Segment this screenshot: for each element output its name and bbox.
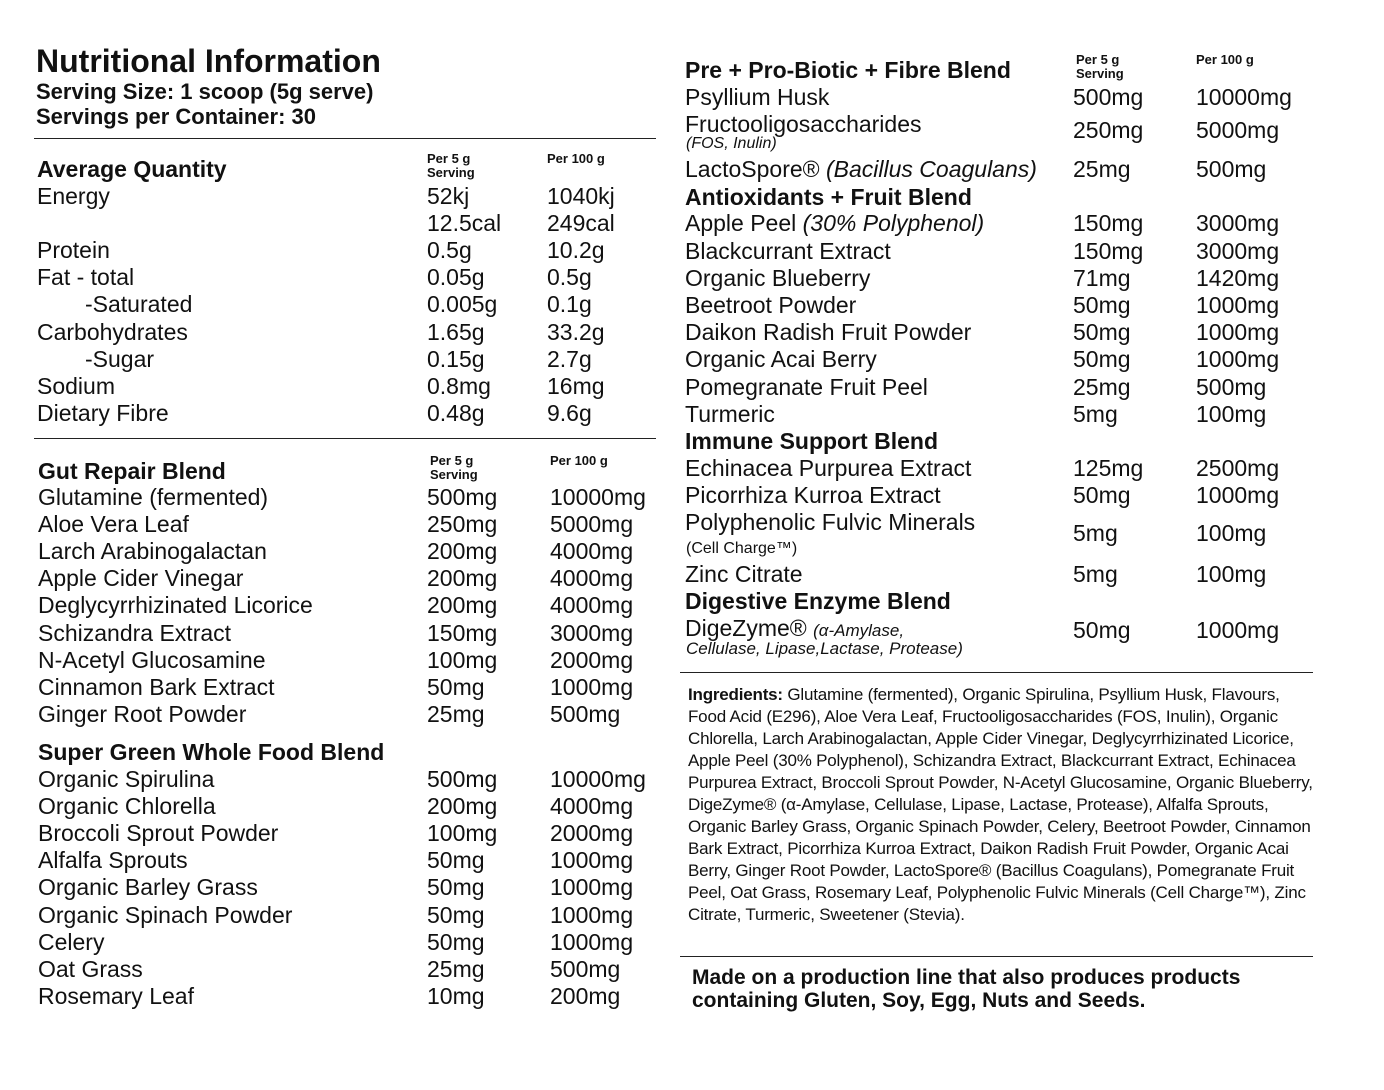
- per-100g-value: 0.1g: [547, 291, 592, 318]
- row-label: Organic Barley Grass: [38, 874, 258, 901]
- per-100g-value: 200mg: [550, 982, 621, 1009]
- servings-per-container: Servings per Container: 30: [36, 104, 316, 129]
- per-serving-value: 25mg: [427, 955, 485, 982]
- row-label: Ginger Root Powder: [38, 700, 247, 727]
- per-100g-value: 9.6g: [547, 399, 592, 426]
- per-100g-value: 2000mg: [550, 646, 634, 673]
- per-serving-value: 500mg: [427, 766, 498, 792]
- row-label: Apple Cider Vinegar: [38, 565, 244, 592]
- col-header-per100: Per 100 g: [1196, 52, 1254, 67]
- per-100g-value: 1000mg: [1196, 319, 1280, 346]
- per-serving-value: 0.48g: [427, 399, 485, 426]
- per-serving-value: 25mg: [1073, 373, 1131, 400]
- per-serving-value: 0.15g: [427, 345, 485, 372]
- per-100g-value: 1000mg: [1196, 482, 1280, 509]
- per-serving-value: 50mg: [1073, 482, 1131, 509]
- page-title: Nutritional Information: [36, 43, 381, 79]
- row-label: Organic Spinach Powder: [38, 901, 293, 928]
- row-label: Protein: [37, 237, 110, 264]
- row-label: Pomegranate Fruit Peel: [685, 373, 928, 400]
- row-label: Carbohydrates: [37, 318, 188, 345]
- per-serving-value: 5mg: [1073, 400, 1118, 427]
- per-serving-value: 100mg: [427, 646, 498, 673]
- per-serving-value: 71mg: [1073, 265, 1131, 292]
- col-header-per100: Per 100 g: [547, 151, 605, 166]
- per-serving-value: 25mg: [427, 700, 485, 727]
- row-label: -Sugar: [85, 345, 155, 372]
- per-100g-value: 500mg: [550, 955, 621, 982]
- row-label: Glutamine (fermented): [38, 484, 269, 510]
- fulvic-note: (Cell Charge™): [686, 540, 798, 557]
- per-100g-value: 100mg: [1196, 400, 1267, 427]
- per-serving-value: 10mg: [427, 982, 485, 1009]
- row-label: Schizandra Extract: [38, 619, 232, 646]
- per-100g-value: 2.7g: [547, 345, 592, 372]
- row-label: Picorrhiza Kurroa Extract: [685, 482, 941, 509]
- fos-note: (FOS, Inulin): [686, 135, 777, 152]
- row-label: Aloe Vera Leaf: [38, 511, 189, 538]
- per-serving-value: 50mg: [427, 901, 485, 928]
- divider: [680, 956, 1313, 957]
- col-header-per100: Per 100 g: [550, 453, 608, 468]
- per-serving-value: 0.005g: [427, 291, 498, 318]
- section-title-enzyme: Digestive Enzyme Blend: [685, 588, 951, 614]
- per-100g-value: 4000mg: [550, 793, 634, 820]
- section-title-antiox: Antioxidants + Fruit Blend: [685, 184, 972, 210]
- per-serving-value: 50mg: [427, 847, 485, 874]
- per-100g-value: 4000mg: [550, 592, 634, 619]
- row-label: Celery: [38, 928, 105, 955]
- per-serving-value: 12.5cal: [427, 210, 502, 237]
- section-title-prebiotic: Pre + Pro-Biotic + Fibre Blend: [685, 57, 1011, 83]
- row-label: N-Acetyl Glucosamine: [38, 646, 266, 673]
- col-header-serving: Per 5 g Serving: [1076, 52, 1124, 81]
- per-100g-value: 4000mg: [550, 538, 634, 565]
- divider: [680, 672, 1313, 673]
- per-serving-value: 100mg: [427, 820, 498, 847]
- per-serving-value: 1.65g: [427, 318, 485, 345]
- per-100g-value: 1000mg: [1196, 346, 1280, 373]
- row-label: Organic Acai Berry: [685, 346, 877, 373]
- row-label: Sodium: [37, 372, 115, 399]
- per-serving-value: 200mg: [427, 565, 498, 592]
- per-serving-value: 200mg: [427, 538, 498, 565]
- serving-size: Serving Size: 1 scoop (5g serve): [36, 79, 374, 104]
- per-100g-value: 1000mg: [550, 901, 634, 928]
- section-title-average: Average Quantity: [37, 156, 227, 182]
- row-label: Beetroot Powder: [685, 292, 857, 319]
- row-label: Organic Spirulina: [38, 766, 215, 792]
- row-label: Broccoli Sprout Powder: [38, 820, 279, 847]
- per-100g-value: 1040kj: [547, 183, 615, 209]
- section-title-gut: Gut Repair Blend: [38, 458, 226, 484]
- ingredients-list: Ingredients: Glutamine (fermented), Organic Spirulina, Psyllium Husk, Flavours, Food Acid (E296), Aloe Vera Leaf, Fructooligosaccharides (FOS, Inulin), Organic Chlorella, Larch Arabinogalactan, Apple Cider Vinegar, Deglycyrrhizinated Licorice, Apple Peel (30% Polyphenol), Schizandra Extract, Blackcurrant Extract, Echinacea Purpurea Extract, Broccoli Sprout Powder, N-Acetyl Glucosamine, Organic Blueberry, DigeZyme® (α-Amylase, Cellulase, Lipase, Lactase, Protease), Alfalfa Sprouts, Organic Barley Grass, Organic Spinach Powder, Celery, Beetroot Powder, Cinnamon Bark Extract, Picorrhiza Kurroa Extract, Daikon Radish Fruit Powder, Organic Acai Berry, Ginger Root Powder, LactoSpore® (Bacillus Coagulans), Pomegranate Fruit Peel, Oat Grass, Rosemary Leaf, Polyphenolic Fulvic Minerals (Cell Charge™), Zinc Citrate, Turmeric, Sweetener (Stevia).: [688, 685, 1313, 924]
- row-label: Deglycyrrhizinated Licorice: [38, 592, 313, 619]
- section-title-green: Super Green Whole Food Blend: [38, 739, 385, 765]
- row-label: Organic Chlorella: [38, 793, 216, 820]
- per-100g-value: 500mg: [550, 700, 621, 727]
- row-label: Energy: [37, 183, 110, 209]
- per-100g-value: 33.2g: [547, 318, 605, 345]
- row-label: -Saturated: [85, 291, 193, 318]
- col-header-serving: Per 5 g Serving: [427, 151, 475, 180]
- per-100g-value: 10000mg: [550, 484, 646, 510]
- per-serving-value: 500mg: [427, 484, 498, 510]
- per-serving-value: 50mg: [1073, 319, 1131, 346]
- enzyme-note: Cellulase, Lipase,Lactase, Protease): [686, 639, 963, 658]
- per-100g-value: 0.5g: [547, 264, 592, 291]
- per-100g-value: 3000mg: [550, 619, 634, 646]
- row-label: Echinacea Purpurea Extract: [685, 455, 972, 481]
- per-serving-value: 250mg: [427, 511, 498, 538]
- per-100g-value: 1000mg: [550, 847, 634, 874]
- per-100g-value: 5000mg: [550, 511, 634, 538]
- per-100g-value: 1420mg: [1196, 265, 1280, 292]
- per-100g-value: 2500mg: [1196, 455, 1280, 481]
- per-serving-value: 150mg: [427, 619, 498, 646]
- divider: [34, 138, 656, 139]
- per-100g-value: 10000mg: [550, 766, 646, 792]
- per-serving-value: 0.5g: [427, 237, 472, 264]
- per-serving-value: 200mg: [427, 793, 498, 820]
- per-100g-value: 4000mg: [550, 565, 634, 592]
- row-label: Rosemary Leaf: [38, 982, 194, 1009]
- per-serving-value: 0.05g: [427, 264, 485, 291]
- per-100g-value: 2000mg: [550, 820, 634, 847]
- per-serving-value: 50mg: [427, 874, 485, 901]
- col-header-serving: Per 5 g Serving: [430, 453, 478, 482]
- row-label: Dietary Fibre: [37, 399, 169, 426]
- per-serving-value: 50mg: [1073, 346, 1131, 373]
- row-label: Blackcurrant Extract: [685, 238, 891, 264]
- row-label: Fat - total: [37, 264, 135, 291]
- row-label: Cinnamon Bark Extract: [38, 673, 275, 700]
- per-100g-value: 10.2g: [547, 237, 605, 264]
- per-serving-value: 200mg: [427, 592, 498, 619]
- per-100g-value: 1000mg: [550, 928, 634, 955]
- per-serving-value: 0.8mg: [427, 372, 491, 399]
- per-serving-value: 52kj: [427, 183, 470, 209]
- row-label: Organic Blueberry: [685, 265, 871, 292]
- row-label: Alfalfa Sprouts: [38, 847, 188, 874]
- per-serving-value: 125mg: [1073, 455, 1144, 481]
- row-label: Turmeric: [685, 400, 775, 427]
- per-serving-value: 50mg: [427, 673, 485, 700]
- per-serving-value: 50mg: [427, 928, 485, 955]
- section-title-immune: Immune Support Blend: [685, 428, 938, 454]
- per-100g-value: 1000mg: [1196, 292, 1280, 319]
- divider: [34, 438, 656, 439]
- per-100g-value: 249cal: [547, 210, 615, 237]
- per-100g-value: 1000mg: [550, 874, 634, 901]
- allergen-warning: Made on a production line that also produces products containing Gluten, Soy, Egg, Nuts and Seeds.: [692, 966, 1241, 1012]
- per-100g-value: 3000mg: [1196, 238, 1280, 264]
- per-100g-value: 16mg: [547, 372, 605, 399]
- row-label: Larch Arabinogalactan: [38, 538, 267, 565]
- per-100g-value: 1000mg: [550, 673, 634, 700]
- per-serving-value: 150mg: [1073, 238, 1144, 264]
- row-label: Oat Grass: [38, 955, 143, 982]
- row-label: Daikon Radish Fruit Powder: [685, 319, 972, 346]
- per-100g-value: 500mg: [1196, 373, 1267, 400]
- per-serving-value: 50mg: [1073, 292, 1131, 319]
